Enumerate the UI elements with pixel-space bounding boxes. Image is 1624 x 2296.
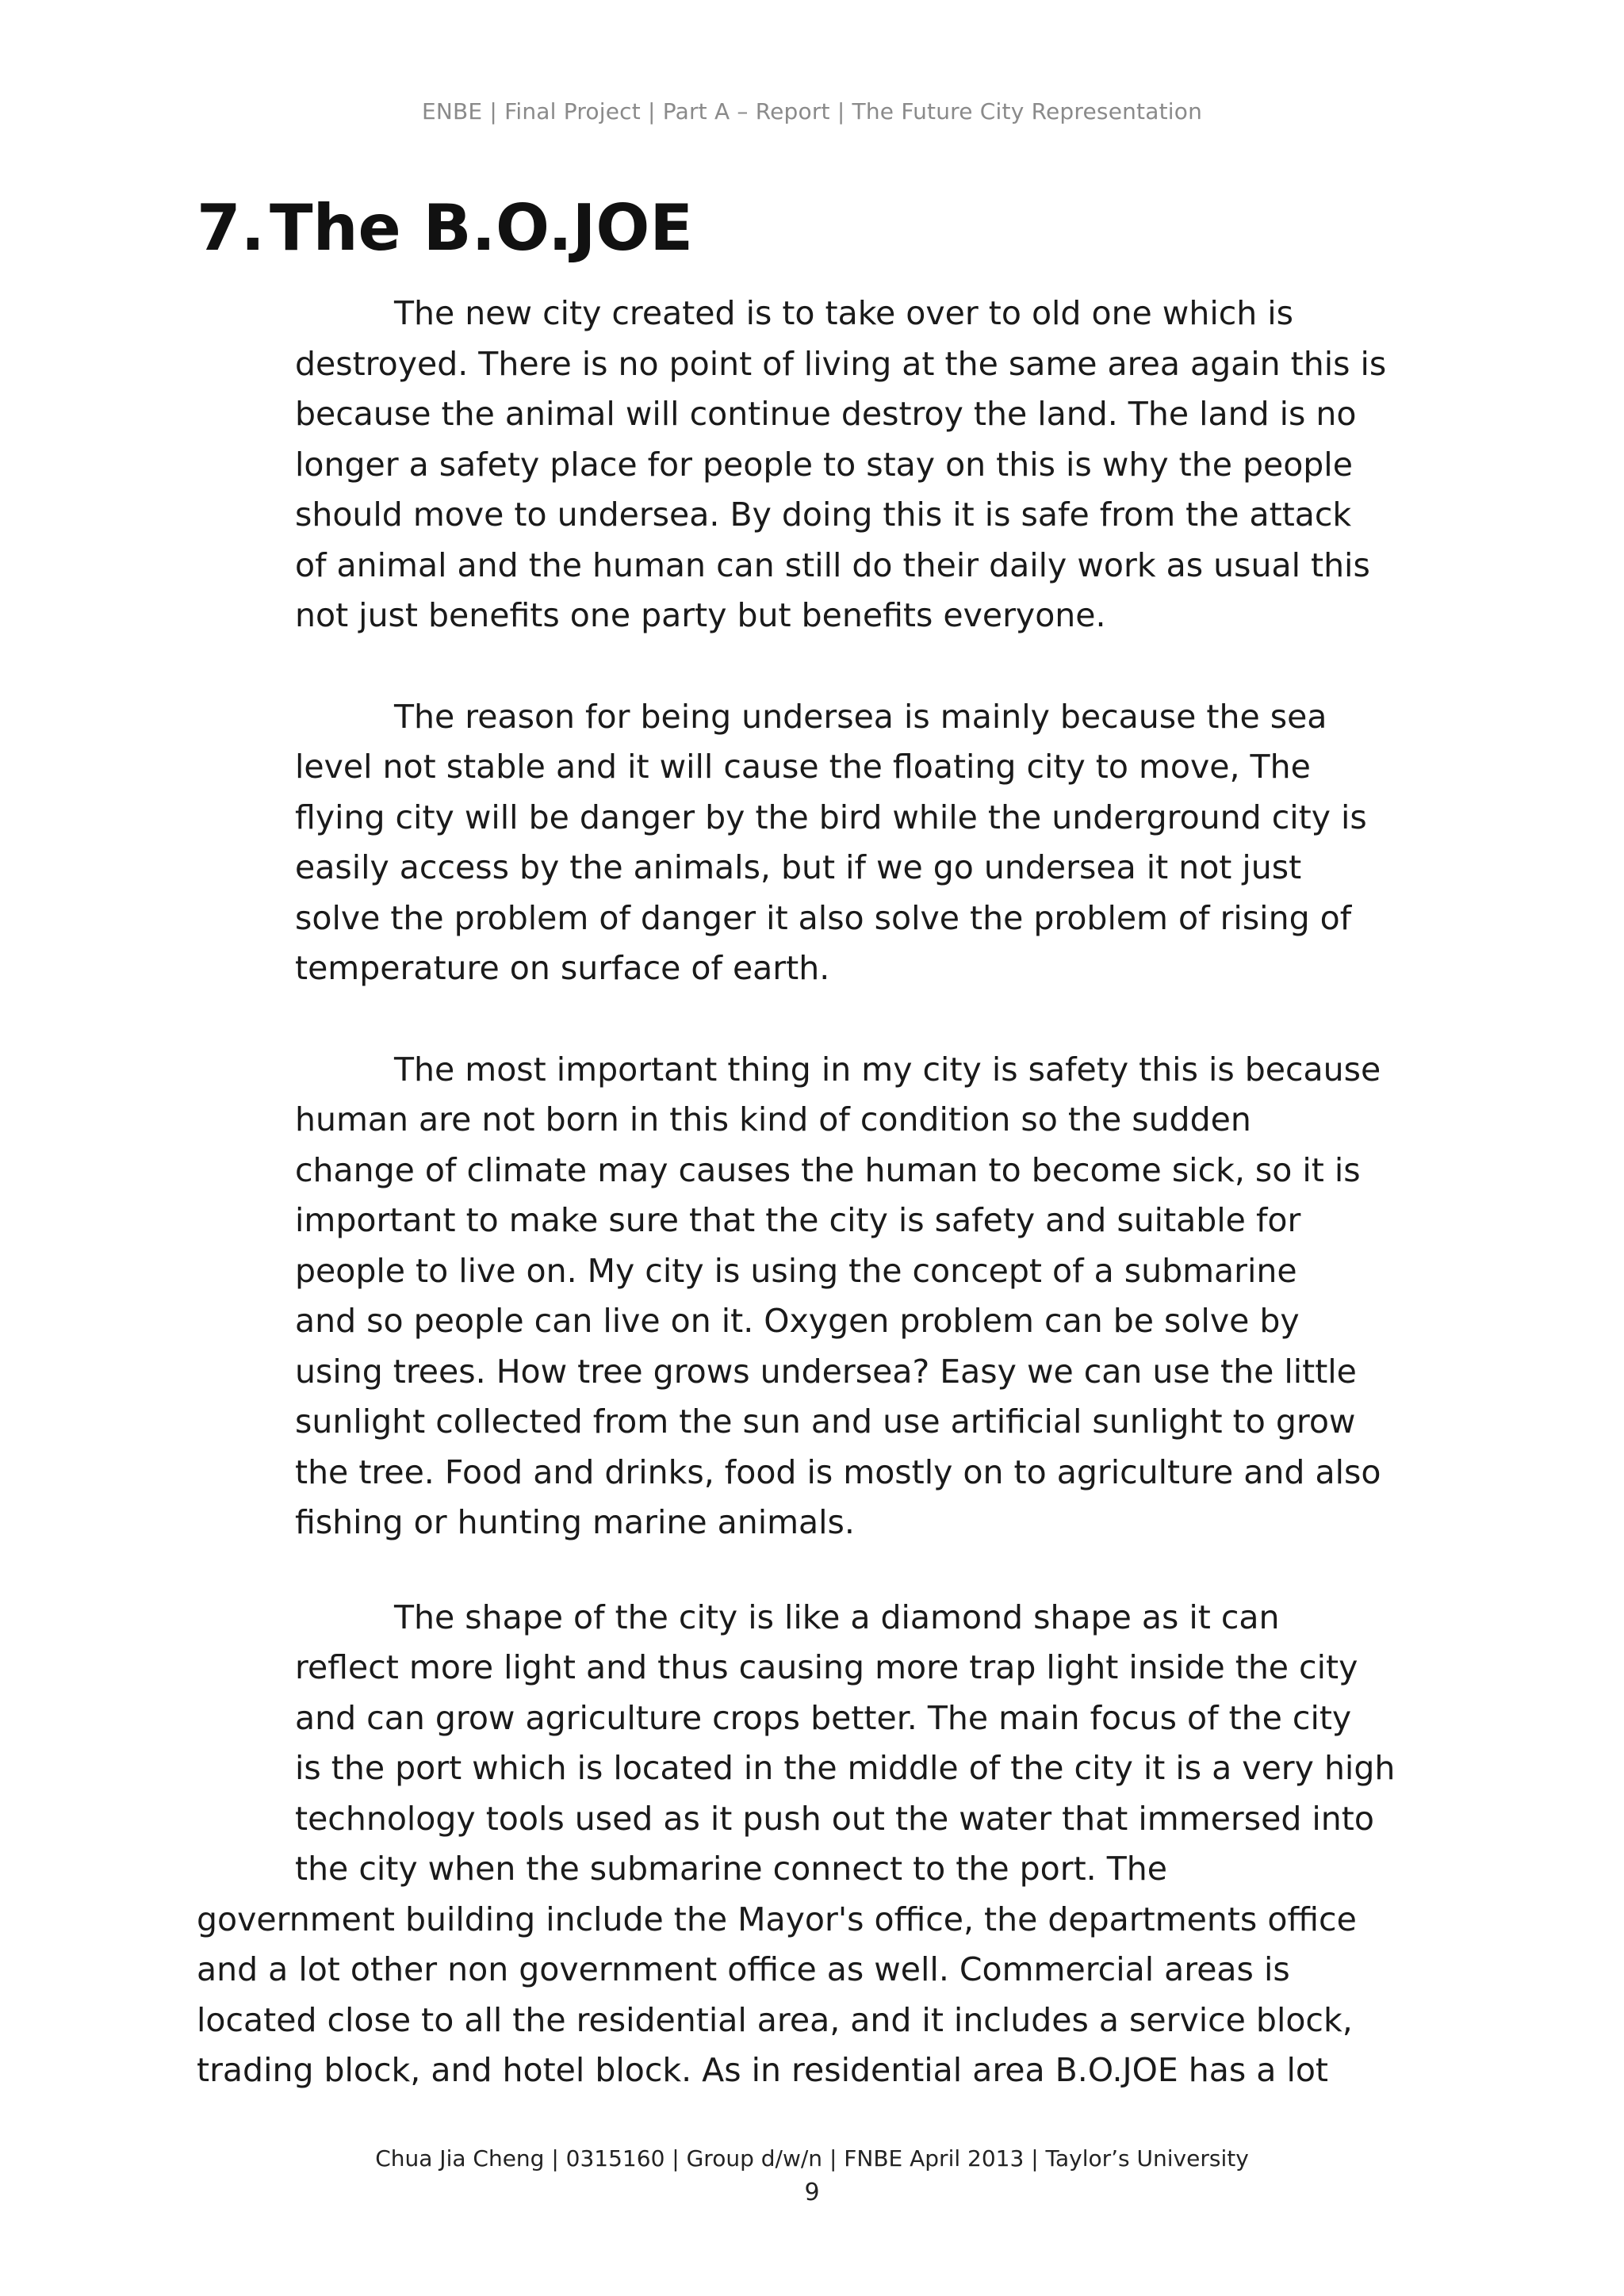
- paragraph-2: [0, 692, 1624, 994]
- paragraph-line: The most important thing in my city is safety this is because: [394, 1050, 1381, 1089]
- paragraph-line: of animal and the human can still do their daily work as usual this: [295, 545, 1370, 584]
- section-heading: [197, 193, 693, 263]
- paragraph-line: not just benefits one party but benefits everyone.: [295, 596, 1106, 634]
- paragraph-line: The shape of the city is like a diamond shape as it can: [394, 1598, 1280, 1636]
- paragraph-line: change of climate may causes the human to become sick, so it is: [295, 1150, 1361, 1189]
- paragraph-line: longer a safety place for people to stay on this is why the people: [295, 445, 1353, 484]
- paragraph-line: trading block, and hotel block. As in residential area B.O.JOE has a lot: [197, 2051, 1328, 2089]
- paragraph-line: technology tools used as it push out the water that immersed into: [295, 1799, 1374, 1838]
- paragraph-line: level not stable and it will cause the floating city to move, The: [295, 748, 1311, 786]
- paragraph-spacer: [0, 994, 1624, 1045]
- paragraph-line: human are not born in this kind of condition so the sudden: [295, 1100, 1251, 1138]
- paragraph-line: important to make sure that the city is safety and suitable for: [295, 1201, 1301, 1239]
- paragraph-4: [0, 1593, 1624, 2096]
- paragraph-spacer: [0, 641, 1624, 692]
- paragraph-line: flying city will be danger by the bird while the underground city is: [295, 798, 1367, 836]
- paragraph-line: the tree. Food and drinks, food is mostly on to agriculture and also: [295, 1452, 1381, 1491]
- paragraph-line: solve the problem of danger it also solve the problem of rising of: [295, 898, 1352, 937]
- paragraph-line: easily access by the animals, but if we go undersea it not just: [295, 848, 1302, 886]
- section-title: The B.O.JOE: [270, 191, 694, 265]
- paragraph-line: because the animal will continue destroy the land. The land is no: [295, 395, 1357, 433]
- paragraph-line: government building include the Mayor's office, the departments office: [197, 1900, 1357, 1938]
- paragraph-1: [0, 289, 1624, 641]
- paragraph-line: The new city created is to take over to old one which is: [394, 294, 1294, 332]
- body-text: [0, 289, 1624, 2096]
- paragraph-line: temperature on surface of earth.: [295, 949, 830, 987]
- paragraph-line: reflect more light and thus causing more trap light inside the city: [295, 1648, 1358, 1686]
- paragraph-3: [0, 1045, 1624, 1548]
- section-number: 7.: [197, 191, 266, 265]
- paragraph-line: is the port which is located in the middle of the city it is a very high: [295, 1749, 1396, 1787]
- page-number: 9: [804, 2179, 820, 2206]
- paragraph-line: destroyed. There is no point of living at the same area again this is: [295, 344, 1387, 383]
- paragraph-line: and a lot other non government office as well. Commercial areas is: [197, 1950, 1290, 1988]
- paragraph-line: fishing or hunting marine animals.: [295, 1503, 855, 1541]
- paragraph-spacer: [0, 1548, 1624, 1593]
- paragraph-line: people to live on. My city is using the concept of a submarine: [295, 1251, 1297, 1290]
- paragraph-line: and so people can live on it. Oxygen problem can be solve by: [295, 1302, 1300, 1340]
- paragraph-line: located close to all the residential area, and it includes a service block,: [197, 2000, 1353, 2039]
- running-footer: Chua Jia Cheng | 0315160 | Group d/w/n | FNBE April 2013 | Taylor’s University: [375, 2145, 1249, 2172]
- paragraph-line: should move to undersea. By doing this it is safe from the attack: [295, 496, 1352, 534]
- paragraph-line: the city when the submarine connect to the port. The: [295, 1850, 1167, 1888]
- running-header: ENBE | Final Project | Part A – Report | The Future City Representation: [421, 98, 1203, 124]
- paragraph-line: and can grow agriculture crops better. The main focus of the city: [295, 1698, 1352, 1737]
- paragraph-line: The reason for being undersea is mainly because the sea: [394, 697, 1327, 736]
- paragraph-line: sunlight collected from the sun and use artificial sunlight to grow: [295, 1402, 1356, 1441]
- paragraph-line: using trees. How tree grows undersea? Easy we can use the little: [295, 1352, 1357, 1391]
